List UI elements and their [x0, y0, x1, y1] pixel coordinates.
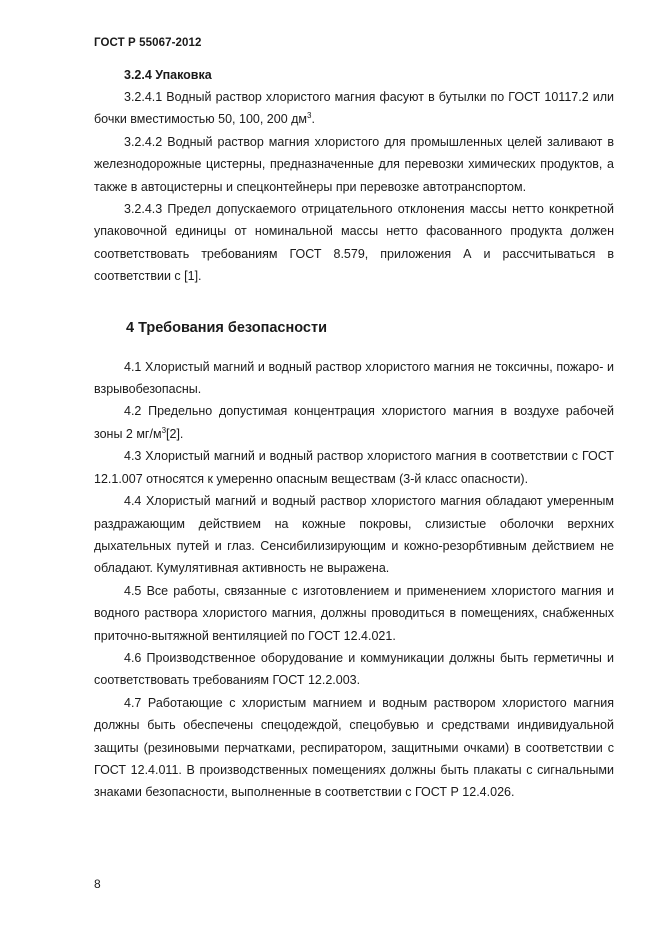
paragraph-3-2-4-1-text: 3.2.4.1 Водный раствор хлористого магния фасуют в бутылки по ГОСТ 10117.2 или бочки вместимостью 50, 100, 200 дм [94, 90, 614, 127]
document-code-header: ГОСТ Р 55067-2012 [94, 37, 202, 49]
paragraph-4-2-end: [2]. [166, 426, 184, 441]
paragraph-4-2 [94, 400, 614, 445]
page-number: 8 [94, 877, 101, 891]
paragraph-4-2-text: 4.2 Предельно допустимая концентрация хлористого магния в воздухе рабочей зоны 2 мг/м [94, 404, 614, 441]
paragraph-3-2-4-1-end: . [311, 112, 315, 127]
paragraph-4-1: 4.1 Хлористый магний и водный раствор хлористого магния не токсичны, пожаро- и взрывобезопасны. [94, 359, 614, 397]
paragraph-4-5: 4.5 Все работы, связанные с изготовлением и применением хлористого магния и водного раствора хлористого магния, должны проводиться в помещениях, снабженных приточно-вытяжной вентиляцией по ГОСТ 12.4.021. [94, 583, 614, 643]
superscript-cubic: 3 [307, 111, 312, 121]
subsection-heading-packaging: 3.2.4 Упаковка [124, 68, 212, 82]
paragraph-4-6: 4.6 Производственное оборудование и коммуникации должны быть герметичны и соответствовать требованиям ГОСТ 12.2.003. [94, 650, 614, 688]
paragraph-3-2-4-2: 3.2.4.2 Водный раствор магния хлористого для промышленных целей заливают в железнодорожные цистерны, предназначенные для перевозки химических продуктов, а также в автоцистерны и спецконтейнеры при перевозке автотранспортом. [94, 134, 614, 194]
paragraph-4-4: 4.4 Хлористый магний и водный раствор хлористого магния обладают умеренным раздражающим действием на кожные покровы, слизистые оболочки верхних дыхательных путей и глаз. Сенсибилизирующим и кожно-резорбтивным действием не обладают. Кумулятивная активность не выражена. [94, 494, 614, 576]
page-content [94, 64, 614, 804]
paragraph-3-2-4-1 [94, 86, 614, 131]
section-heading-safety: 4 Требования безопасности [126, 319, 328, 336]
paragraph-3-2-4-3: 3.2.4.3 Предел допускаемого отрицательного отклонения массы нетто конкретной упаковочной единицы от номинальной массы нетто фасованного продукта должен соответствовать требованиям ГОСТ 8.579, приложения А и рассчитываться в соответствии с [1]. [94, 202, 614, 284]
paragraph-4-3: 4.3 Хлористый магний и водный раствор хлористого магния в соответствии с ГОСТ 12.1.007 относятся к умеренно опасным веществам (3-й класс опасности). [94, 449, 614, 486]
superscript-cubic: 3 [161, 425, 167, 435]
paragraph-4-7: 4.7 Работающие с хлористым магнием и водным раствором хлористого магния должны быть обеспечены спецодеждой, спецобувью и средствами индивидуальной защиты (резиновыми перчатками, респиратором, защитными очками) в соответствии с ГОСТ 12.4.011. В производственных помещениях должны быть плакаты с сигнальными знаками безопасности, выполненные в соответствии с ГОСТ Р 12.4.026. [94, 695, 614, 800]
